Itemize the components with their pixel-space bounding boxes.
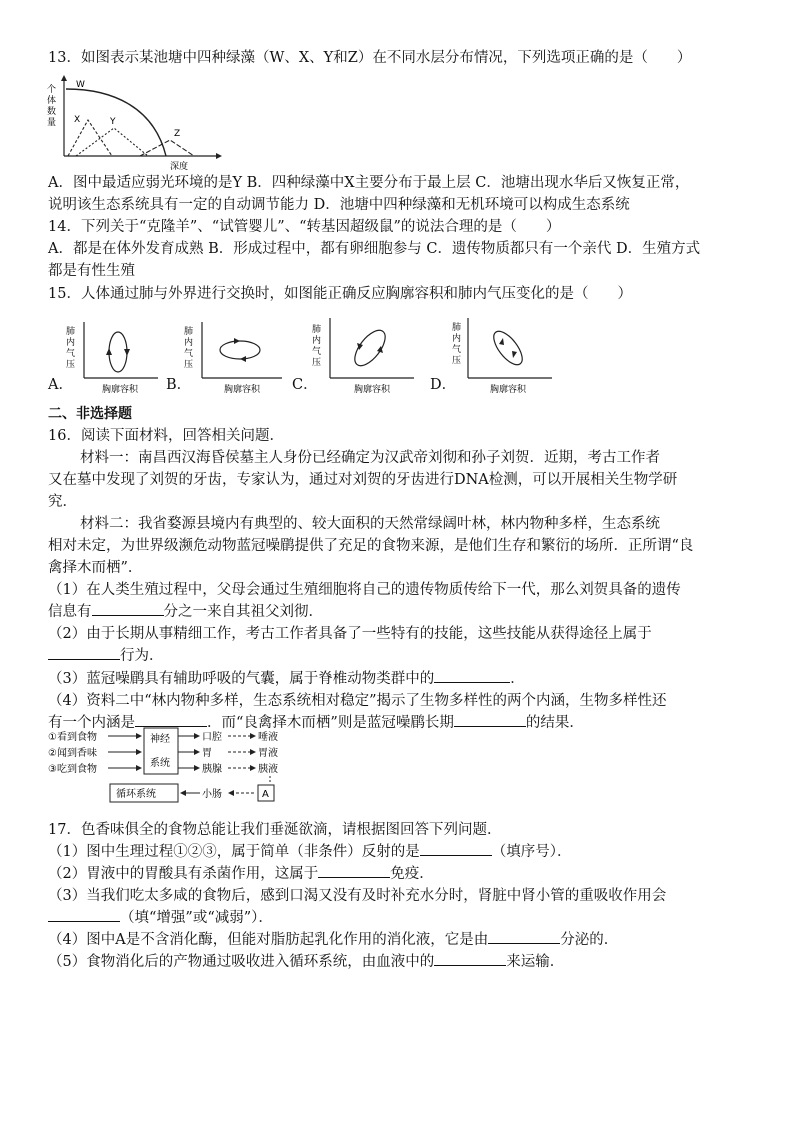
q16-sub4-line1: （4）资料二中“林内物种多样，生态系统相对稳定”揭示了生物多样性的两个内涵，生物多样性还: [48, 693, 667, 709]
box-a-label: A: [262, 789, 269, 800]
q14-stem: 14．下列关于“克隆羊”、“试管婴儿”、“转基因超级鼠”的说法合理的是（ ）: [48, 219, 561, 235]
curve-z-label: Z: [174, 129, 181, 139]
q17-diagram: [44, 726, 294, 818]
q13-options-1: A．图中最适应弱光环境的是Y B．四种绿藻中X主要分布于最上层 C．池塘出现水华后又恢复正常，: [48, 175, 690, 191]
q13-options-2: 说明该生态系统具有一定的自动调节能力 D．池塘中四种绿藻和无机环境可以构成生态系统: [48, 197, 630, 213]
svg-text:胸廓容积: 胸廓容积: [490, 385, 527, 394]
q17-sub5-text-b: 来运输．: [506, 954, 565, 970]
curve-w: [66, 89, 166, 156]
q16-sub3-text-a: （3）蓝冠噪鹛具有辅助呼吸的气囊，属于脊椎动物类群中的: [48, 671, 435, 687]
q17-sub1-text-a: （1）图中生理过程①②③，属于简单（非条件）反射的是: [48, 844, 420, 860]
q17-sub5-text-a: （5）食物消化后的产物通过吸收进入循环系统，由血液中的: [48, 954, 435, 970]
q17-sub3-text-b: （填“增强”或“减弱”）．: [120, 910, 273, 926]
svg-text:压: 压: [452, 356, 462, 366]
q13-xlabel: 深度: [170, 162, 189, 172]
q17-sub2-blank[interactable]: [318, 863, 390, 878]
svg-text:压: 压: [66, 360, 76, 370]
svg-text:气: 气: [184, 349, 194, 359]
q16-sub4-text-a: 有一个内涵是: [48, 715, 135, 731]
svg-text:气: 气: [452, 345, 462, 355]
q16-sub2-line1: （2）由于长期从事精细工作，考古工作者具备了一些特有的技能，这些技能从获得途径上属于: [48, 626, 652, 642]
svg-text:肺: 肺: [184, 327, 194, 337]
q16-material2-line1: 材料二：我省婺源县境内有典型的、较大面积的天然常绿阔叶林，林内物种多样，生态系统: [80, 516, 660, 532]
q14-options-2: 都是有性生殖: [48, 263, 135, 279]
q16-material2-line2: 相对未定，为世界级濒危动物蓝冠噪鹛提供了充足的食物来源，是他们生存和繁衍的场所．正所谓“良: [48, 538, 694, 554]
stimulus-2: ②闻到香味: [48, 748, 97, 759]
q17-sub2-text-b: 免疫．: [390, 866, 434, 882]
svg-text:内: 内: [312, 336, 322, 346]
q17-sub2: [48, 863, 758, 885]
svg-text:胸廓容积: 胸廓容积: [224, 385, 261, 394]
curve-y-label: Y: [110, 117, 116, 127]
q16-material1-line3: 究．: [48, 494, 77, 510]
q15-graph-c: [308, 312, 420, 398]
curve-z: [140, 140, 194, 156]
q16-sub2-line2: [48, 645, 758, 667]
q15-graph-d: [446, 314, 556, 398]
q16-material1-line2: 又在墓中发现了刘贺的牙齿，专家认为，通过对刘贺的牙齿进行DNA检测，可以开展相关生物学研: [48, 472, 678, 488]
stimulus-3: ③吃到食物: [48, 764, 97, 775]
q17-sub3-blank[interactable]: [48, 907, 120, 922]
q16-sub3-text-b: ．: [510, 671, 525, 687]
q16-sub2-blank[interactable]: [48, 645, 120, 660]
q16-material2-line3: 禽择木而栖”．: [48, 560, 143, 576]
q16-sub1-line2: [48, 601, 758, 623]
circulation-label: 循环系统: [116, 789, 156, 800]
q17-sub4-blank[interactable]: [488, 929, 560, 944]
secretion-pancreatic: 胰液: [258, 764, 278, 775]
q15-graph-a: [62, 318, 162, 398]
q17-sub4-text-a: （4）图中A是不含消化酶，但能对脂肪起乳化作用的消化液，它是由: [48, 932, 489, 948]
q13-stem: 13．如图表示某池塘中四种绿藻（W、X、Y和Z）在不同水层分布情况，下列选项正确的是（ ）: [48, 50, 692, 66]
organ-mouth: 口腔: [202, 732, 222, 743]
q17-sub1: [48, 841, 758, 863]
q17-sub4: [48, 929, 758, 951]
q13-ylabel-2: 体: [47, 96, 57, 106]
q13-figure: [44, 72, 224, 176]
q16-stem: 16．阅读下面材料，回答相关问题．: [48, 428, 284, 444]
q16-sub1-blank[interactable]: [92, 601, 164, 616]
q17-sub1-blank[interactable]: [420, 841, 492, 856]
q16-sub3: [48, 668, 758, 690]
q16-sub4-text-c: 的结果．: [525, 715, 584, 731]
q17-sub5: [48, 951, 758, 973]
curve-y: [76, 128, 148, 156]
secretion-saliva: 唾液: [258, 732, 278, 743]
q15-stem: 15．人体通过肺与外界进行交换时，如图能正确反应胸廓容积和肺内气压变化的是（ ）: [48, 286, 632, 302]
q15-graph-b: [180, 318, 286, 398]
secretion-gastric: 胃液: [258, 748, 278, 759]
q15-option-b-label: B．: [166, 377, 192, 393]
svg-text:压: 压: [312, 358, 322, 368]
curve-x: [68, 120, 112, 156]
curve-x-label: X: [74, 115, 81, 125]
svg-text:内: 内: [184, 338, 194, 348]
organ-stomach: 胃: [202, 748, 212, 759]
svg-text:压: 压: [184, 360, 194, 370]
q16-sub1-text-a: 信息有: [48, 604, 92, 620]
q17-sub5-blank[interactable]: [434, 951, 506, 966]
organ-pancreas: 胰腺: [202, 764, 222, 775]
q13-ylabel-4: 量: [47, 118, 57, 128]
q17-sub3-line2: [48, 907, 758, 929]
q16-sub1-text-b: 分之一来自其祖父刘彻．: [163, 604, 323, 620]
stimulus-1: ①看到食物: [48, 732, 97, 743]
svg-text:肺: 肺: [312, 325, 322, 335]
q14-options-1: A．都是在体外发育成熟 B．形成过程中，都有卵细胞参与 C．遗传物质都只有一个亲代 D．生殖方式: [48, 241, 701, 257]
q17-sub2-text-a: （2）胃液中的胃酸具有杀菌作用，这属于: [48, 866, 319, 882]
q13-ylabel-1: 个: [47, 85, 57, 95]
q16-material1-line1: 材料一：南昌西汉海昏侯墓主人身份已经确定为汉武帝刘彻和孙子刘贺．近期，考古工作者: [80, 450, 660, 466]
section2-title: 二、非选择题: [48, 406, 132, 422]
svg-text:气: 气: [312, 347, 322, 357]
q16-sub4-blank-1[interactable]: [135, 712, 207, 727]
q15-option-a-label: A．: [48, 377, 73, 393]
svg-text:肺: 肺: [66, 327, 76, 337]
q13-ylabel-3: 数: [47, 107, 57, 117]
svg-text:内: 内: [66, 338, 76, 348]
intestine-label: 小肠: [202, 789, 222, 800]
svg-text:胸廓容积: 胸廓容积: [354, 385, 391, 394]
q15-option-d-label: D．: [430, 377, 457, 393]
q16-sub4-text-b: ．而“良禽择木而栖”则是蓝冠噪鹛长期: [207, 715, 454, 731]
q16-sub2-text: 行为．: [120, 648, 164, 664]
q15-option-c-label: C．: [292, 377, 318, 393]
q16-sub1-line1: （1）在人类生殖过程中，父母会通过生殖细胞将自己的遗传物质传给下一代，那么刘贺具备的遗传: [48, 582, 681, 598]
q16-sub4-blank-2[interactable]: [454, 712, 526, 727]
svg-text:胸廓容积: 胸廓容积: [102, 385, 139, 394]
svg-text:内: 内: [452, 334, 462, 344]
svg-text:肺: 肺: [452, 323, 462, 333]
q17-stem: 17．色香味俱全的食物总能让我们垂涎欲滴，请根据图回答下列问题．: [48, 822, 502, 838]
q17-sub1-text-b: （填序号）．: [491, 844, 572, 860]
svg-text:气: 气: [66, 349, 76, 359]
q17-sub3-line1: （3）当我们吃太多咸的食物后，感到口渴又没有及时补充水分时，肾脏中肾小管的重吸收作用会: [48, 888, 667, 904]
nervous-system-top: 神经: [150, 734, 170, 745]
q17-sub4-text-b: 分泌的．: [560, 932, 619, 948]
nervous-system-bottom: 系统: [150, 758, 170, 769]
q16-sub3-blank[interactable]: [434, 668, 510, 683]
curve-w-label: W: [76, 80, 85, 90]
